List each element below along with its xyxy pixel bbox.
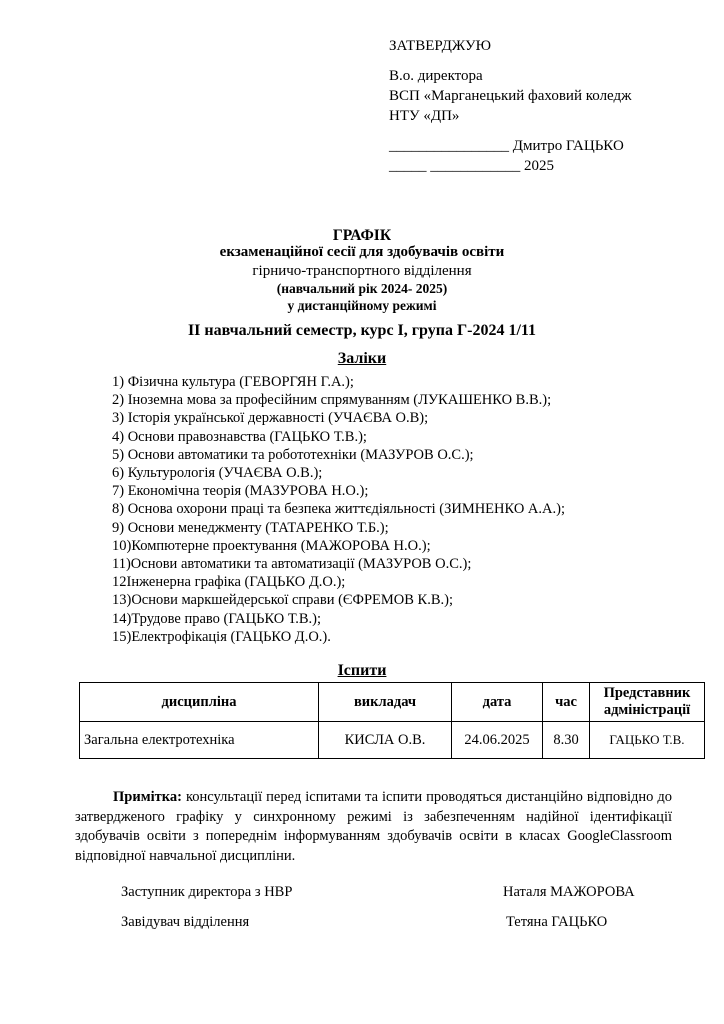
- list-item: 7) Економічна теорія (МАЗУРОВА Н.О.);: [112, 483, 369, 500]
- exams-table: [79, 682, 705, 759]
- approver-position: В.о. директора: [389, 68, 483, 84]
- signature-role: Заступник директора з НВР: [121, 884, 293, 900]
- mode-line: у дистанційному режимі: [287, 298, 437, 313]
- credits-heading: Заліки: [337, 350, 387, 367]
- document-title: ГРАФІК: [332, 227, 392, 244]
- table-header-row: [80, 683, 705, 722]
- signature-line: ________________ Дмитро ГАЦЬКО: [389, 138, 624, 154]
- list-item: 6) Культурологія (УЧАЄВА О.В.);: [112, 465, 323, 482]
- table-cell: 24.06.2025: [452, 722, 543, 759]
- organization-line-1: ВСП «Марганецький фаховий коледж: [389, 88, 632, 104]
- list-item: 8) Основа охорони праці та безпека життєдіяльності (ЗИМНЕНКО А.А.);: [112, 501, 565, 518]
- signature-name: Тетяна ГАЦЬКО: [506, 914, 608, 930]
- list-item: 12Інженерна графіка (ГАЦЬКО Д.О.);: [112, 574, 346, 591]
- list-item: 9) Основи менеджменту (ТАТАРЕНКО Т.Б.);: [112, 519, 389, 536]
- subtitle-line-1: екзаменаційної сесії для здобувачів освіти: [219, 244, 505, 260]
- list-item: 13)Основи маркшейдерської справи (ЄФРЕМОВ К.В.);: [112, 592, 453, 609]
- table-cell: ГАЦЬКО Т.В.: [590, 722, 705, 759]
- table-cell: КИСЛА О.В.: [319, 722, 452, 759]
- list-item: 1) Фізична культура (ГЕВОРГЯН Г.А.);: [112, 374, 354, 390]
- note-paragraph: [75, 788, 672, 866]
- list-item: 15)Електрофікація (ГАЦЬКО Д.О.).: [112, 628, 331, 645]
- note-text: консультації перед іспитами та іспити проводяться дистанційно відповідно до затвердженого графіку у синхронному режимі із забезпеченням надійної ідентифікації здобувачів освіти з попереднім інформуванням здобувачів освіти в класах GoogleClassroom відповідної навчальної дисципліни.: [75, 789, 672, 864]
- date-line: _____ ____________ 2025: [389, 158, 554, 174]
- list-item: 14)Трудове право (ГАЦЬКО Т.В.);: [112, 610, 322, 627]
- academic-year: (навчальний рік 2024- 2025): [276, 281, 448, 296]
- signature-name: Наталя МАЖОРОВА: [503, 884, 635, 900]
- column-header: час: [543, 683, 590, 722]
- table-row: [80, 722, 705, 759]
- column-header: дата: [452, 683, 543, 722]
- signature-role: Завідувач відділення: [121, 914, 250, 930]
- list-item: 10)Компютерне проектування (МАЖОРОВА Н.О.);: [112, 537, 431, 554]
- note-label: Примітка:: [113, 789, 182, 805]
- approval-block: [389, 36, 632, 176]
- exams-heading: Іспити: [337, 662, 387, 679]
- column-header: дисципліна: [80, 683, 319, 722]
- semester-group: ІІ навчальний семестр, курс І, група Г-2024 1/11: [187, 322, 537, 339]
- list-item: 2) Іноземна мова за професійним спрямуванням (ЛУКАШЕНКО В.В.);: [112, 392, 552, 409]
- table-cell: 8.30: [543, 722, 590, 759]
- table-cell: Загальна електротехніка: [80, 722, 319, 759]
- column-header: Представник адміністрації: [590, 683, 705, 722]
- approve-label: ЗАТВЕРДЖУЮ: [389, 38, 492, 54]
- list-item: 4) Основи правознавства (ГАЦЬКО Т.В.);: [112, 428, 367, 445]
- list-item: 5) Основи автоматики та робототехніки (МАЗУРОВ О.С.);: [112, 446, 474, 463]
- column-header: викладач: [319, 683, 452, 722]
- organization-line-2: НТУ «ДП»: [389, 108, 460, 124]
- list-item: 11)Основи автоматики та автоматизації (МАЗУРОВ О.С.);: [112, 556, 472, 573]
- list-item: 3) Історія української державності (УЧАЄВА О.В);: [112, 410, 429, 427]
- subtitle-line-2: гірничо-транспортного відділення: [252, 263, 472, 279]
- credits-list: [112, 373, 565, 646]
